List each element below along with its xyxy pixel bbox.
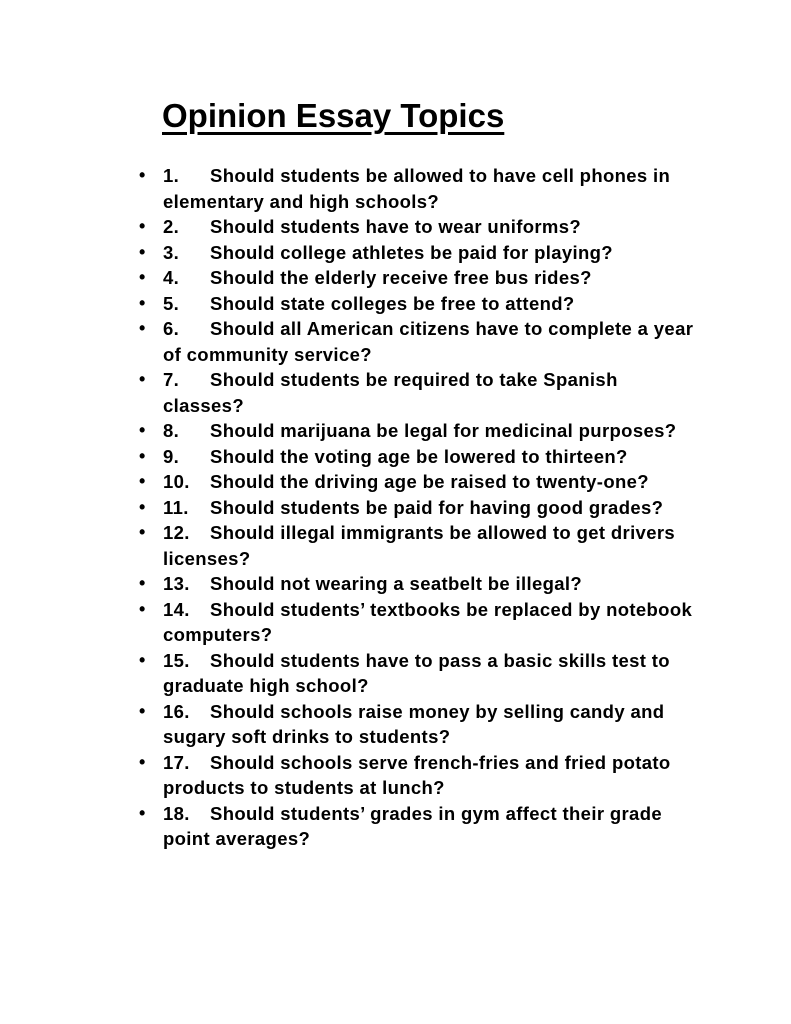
topic-number: 5. bbox=[163, 292, 180, 314]
topic-text: Should state colleges be free to attend? bbox=[210, 292, 575, 314]
topic-text: Should students’ textbooks be replaced by notebook computers? bbox=[163, 598, 693, 645]
list-item bbox=[137, 699, 697, 750]
topic-text: Should students be paid for having good grades? bbox=[210, 496, 664, 518]
bullet-icon: • bbox=[139, 598, 146, 619]
bullet-icon: • bbox=[139, 471, 146, 491]
topic-text: Should marijuana be legal for medicinal purposes? bbox=[210, 420, 677, 441]
topic-number: 17. bbox=[163, 751, 190, 773]
topic-list bbox=[137, 163, 697, 852]
bullet-icon: • bbox=[139, 241, 146, 262]
topic-text: Should illegal immigrants be allowed to get drivers licenses? bbox=[163, 522, 676, 569]
list-item bbox=[137, 648, 697, 699]
page-title: Opinion Essay Topics bbox=[162, 97, 505, 134]
topic-number: 10. bbox=[163, 471, 190, 492]
bullet-icon: • bbox=[139, 420, 146, 440]
list-item bbox=[137, 367, 697, 418]
topic-number: 15. bbox=[163, 649, 190, 671]
bullet-icon: • bbox=[139, 522, 146, 542]
topic-number: 16. bbox=[163, 700, 190, 722]
topic-number: 7. bbox=[163, 369, 180, 390]
topic-number: 8. bbox=[163, 420, 180, 441]
topic-number: 4. bbox=[163, 267, 180, 288]
list-item bbox=[137, 291, 697, 317]
topic-text: Should not wearing a seatbelt be illegal? bbox=[210, 573, 583, 594]
list-item bbox=[137, 316, 697, 367]
topic-text: Should college athletes be paid for playing? bbox=[210, 241, 613, 263]
topic-text: Should schools raise money by selling candy and sugary soft drinks to students? bbox=[163, 700, 665, 747]
topic-number: 18. bbox=[163, 802, 190, 824]
list-item bbox=[137, 444, 697, 470]
bullet-icon: • bbox=[139, 369, 146, 389]
bullet-icon: • bbox=[139, 751, 146, 772]
topic-number: 1. bbox=[163, 165, 180, 186]
topic-text: Should the driving age be raised to twenty-one? bbox=[210, 471, 649, 492]
list-item bbox=[137, 163, 697, 214]
list-item bbox=[137, 597, 697, 648]
list-item bbox=[137, 265, 697, 291]
list-item bbox=[137, 520, 697, 571]
bullet-icon: • bbox=[139, 267, 146, 287]
topic-number: 9. bbox=[163, 445, 180, 467]
bullet-icon: • bbox=[139, 496, 146, 517]
topic-number: 11. bbox=[163, 496, 189, 518]
list-item bbox=[137, 418, 697, 444]
topic-number: 12. bbox=[163, 522, 190, 543]
list-item bbox=[137, 571, 697, 597]
topic-text: Should students be required to take Spanish classes? bbox=[163, 369, 618, 416]
bullet-icon: • bbox=[139, 573, 146, 593]
topic-text: Should all American citizens have to complete a year of community service? bbox=[163, 318, 694, 365]
topic-text: Should the elderly receive free bus rides? bbox=[210, 267, 592, 288]
topic-number: 13. bbox=[163, 573, 190, 594]
topic-number: 14. bbox=[163, 598, 190, 620]
topic-text: Should students have to wear uniforms? bbox=[210, 216, 582, 237]
topic-text: Should students have to pass a basic skills test to graduate high school? bbox=[163, 649, 670, 696]
bullet-icon: • bbox=[139, 445, 146, 466]
topic-number: 6. bbox=[163, 318, 180, 339]
list-item bbox=[137, 240, 697, 266]
list-item bbox=[137, 495, 697, 521]
bullet-icon: • bbox=[139, 292, 146, 313]
list-item bbox=[137, 214, 697, 240]
topic-text: Should schools serve french-fries and fried potato products to students at lunch? bbox=[163, 751, 671, 798]
bullet-icon: • bbox=[139, 802, 146, 823]
list-item bbox=[137, 469, 697, 495]
bullet-icon: • bbox=[139, 216, 146, 236]
list-item bbox=[137, 750, 697, 801]
bullet-icon: • bbox=[139, 165, 146, 185]
topic-number: 3. bbox=[163, 241, 180, 263]
bullet-icon: • bbox=[139, 700, 146, 721]
bullet-icon: • bbox=[139, 318, 146, 338]
topic-text: Should the voting age be lowered to thirteen? bbox=[210, 445, 628, 467]
topic-text: Should students’ grades in gym affect their grade point averages? bbox=[163, 802, 662, 849]
bullet-icon: • bbox=[139, 649, 146, 670]
list-item bbox=[137, 801, 697, 852]
topic-text: Should students be allowed to have cell phones in elementary and high schools? bbox=[163, 165, 671, 212]
topic-number: 2. bbox=[163, 216, 180, 237]
